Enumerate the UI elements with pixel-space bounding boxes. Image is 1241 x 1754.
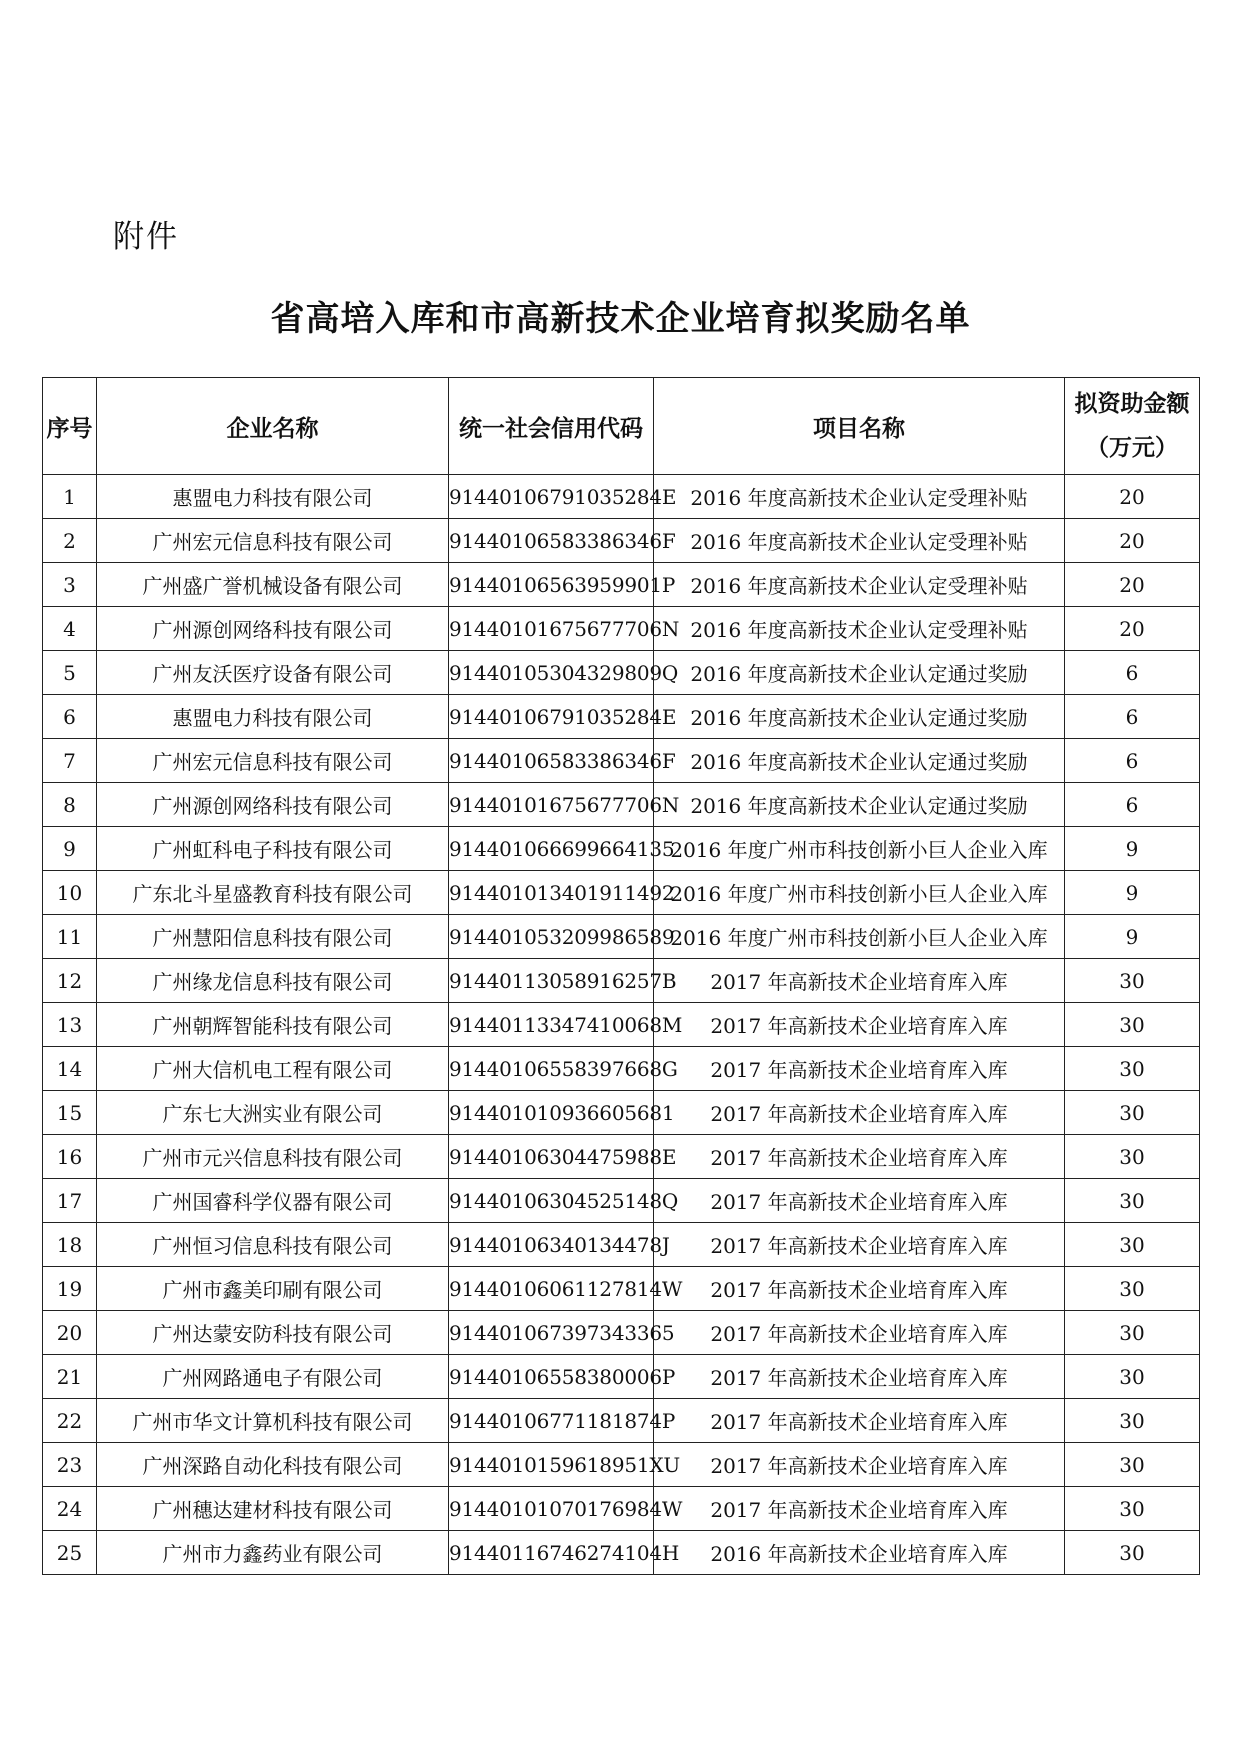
cell-company: 广州市力鑫药业有限公司 (97, 1531, 449, 1575)
cell-project: 2017 年高新技术企业培育库入库 (654, 1311, 1065, 1355)
cell-amount: 20 (1065, 475, 1200, 519)
cell-amount: 30 (1065, 1311, 1200, 1355)
cell-company: 广州慧阳信息科技有限公司 (97, 915, 449, 959)
cell-company: 广州大信机电工程有限公司 (97, 1047, 449, 1091)
cell-company: 广州网路通电子有限公司 (97, 1355, 449, 1399)
cell-amount: 30 (1065, 1047, 1200, 1091)
cell-project: 2017 年高新技术企业培育库入库 (654, 1091, 1065, 1135)
cell-company: 广州市华文计算机科技有限公司 (97, 1399, 449, 1443)
table-row (43, 1135, 1200, 1179)
table-header-row (43, 378, 1200, 475)
table-row (43, 1047, 1200, 1091)
cell-company: 广州虹科电子科技有限公司 (97, 827, 449, 871)
cell-credit-code: 91440106583386346F (449, 739, 654, 783)
table-row (43, 1223, 1200, 1267)
header-company: 企业名称 (97, 378, 449, 475)
cell-project: 2016 年度高新技术企业认定受理补贴 (654, 607, 1065, 651)
cell-seq: 17 (43, 1179, 97, 1223)
table-row (43, 871, 1200, 915)
cell-project: 2016 年度广州市科技创新小巨人企业入库 (654, 871, 1065, 915)
cell-amount: 9 (1065, 827, 1200, 871)
table-row (43, 563, 1200, 607)
header-amount (1065, 378, 1200, 475)
cell-credit-code: 91440106558397668G (449, 1047, 654, 1091)
cell-seq: 11 (43, 915, 97, 959)
cell-project: 2017 年高新技术企业培育库入库 (654, 1487, 1065, 1531)
cell-seq: 10 (43, 871, 97, 915)
cell-amount: 30 (1065, 1487, 1200, 1531)
cell-company: 惠盟电力科技有限公司 (97, 695, 449, 739)
cell-amount: 30 (1065, 1399, 1200, 1443)
award-table (42, 377, 1200, 1575)
cell-seq: 24 (43, 1487, 97, 1531)
cell-credit-code: 91440106583386346F (449, 519, 654, 563)
table-row (43, 1003, 1200, 1047)
cell-seq: 21 (43, 1355, 97, 1399)
cell-seq: 12 (43, 959, 97, 1003)
cell-credit-code: 91440101070176984W (449, 1487, 654, 1531)
cell-credit-code: 91440106304475988E (449, 1135, 654, 1179)
cell-credit-code: 91440101675677706N (449, 783, 654, 827)
header-amount-line1: 拟资助金额 (1074, 390, 1190, 417)
cell-company: 广东七大洲实业有限公司 (97, 1091, 449, 1135)
cell-seq: 13 (43, 1003, 97, 1047)
cell-amount: 20 (1065, 519, 1200, 563)
table-row (43, 1487, 1200, 1531)
cell-amount: 6 (1065, 783, 1200, 827)
cell-amount: 30 (1065, 1223, 1200, 1267)
cell-seq: 15 (43, 1091, 97, 1135)
cell-seq: 23 (43, 1443, 97, 1487)
cell-project: 2016 年度高新技术企业认定通过奖励 (654, 739, 1065, 783)
cell-credit-code: 91440116746274104H (449, 1531, 654, 1575)
cell-project: 2017 年高新技术企业培育库入库 (654, 1003, 1065, 1047)
table-row (43, 783, 1200, 827)
cell-company: 惠盟电力科技有限公司 (97, 475, 449, 519)
cell-project: 2017 年高新技术企业培育库入库 (654, 1179, 1065, 1223)
cell-amount: 30 (1065, 1267, 1200, 1311)
table-row (43, 695, 1200, 739)
cell-company: 广州国睿科学仪器有限公司 (97, 1179, 449, 1223)
cell-company: 广州缘龙信息科技有限公司 (97, 959, 449, 1003)
cell-project: 2017 年高新技术企业培育库入库 (654, 1135, 1065, 1179)
cell-amount: 30 (1065, 1531, 1200, 1575)
cell-seq: 25 (43, 1531, 97, 1575)
cell-company: 广州宏元信息科技有限公司 (97, 739, 449, 783)
cell-seq: 20 (43, 1311, 97, 1355)
cell-company: 广州恒习信息科技有限公司 (97, 1223, 449, 1267)
cell-seq: 5 (43, 651, 97, 695)
cell-project: 2017 年高新技术企业培育库入库 (654, 959, 1065, 1003)
table-row (43, 1443, 1200, 1487)
cell-project: 2016 年度高新技术企业认定通过奖励 (654, 651, 1065, 695)
cell-project: 2016 年度广州市科技创新小巨人企业入库 (654, 915, 1065, 959)
header-project: 项目名称 (654, 378, 1065, 475)
cell-company: 广州市鑫美印刷有限公司 (97, 1267, 449, 1311)
cell-credit-code: 91440106771181874P (449, 1399, 654, 1443)
cell-seq: 19 (43, 1267, 97, 1311)
attachment-label: 附件 (113, 219, 179, 255)
cell-amount: 30 (1065, 1355, 1200, 1399)
cell-credit-code: 91440106791035284E (449, 695, 654, 739)
table-row (43, 1355, 1200, 1399)
cell-credit-code: 914401067397343365 (449, 1311, 654, 1355)
cell-amount: 30 (1065, 959, 1200, 1003)
cell-amount: 6 (1065, 695, 1200, 739)
cell-amount: 30 (1065, 1091, 1200, 1135)
cell-amount: 6 (1065, 651, 1200, 695)
document-title: 省高培入库和市高新技术企业培育拟奖励名单 (270, 299, 971, 339)
table-row (43, 519, 1200, 563)
cell-seq: 22 (43, 1399, 97, 1443)
cell-project: 2017 年高新技术企业培育库入库 (654, 1443, 1065, 1487)
cell-company: 广州朝辉智能科技有限公司 (97, 1003, 449, 1047)
table-row (43, 827, 1200, 871)
cell-amount: 20 (1065, 607, 1200, 651)
header-credit-code: 统一社会信用代码 (449, 378, 654, 475)
cell-company: 广州深路自动化科技有限公司 (97, 1443, 449, 1487)
cell-project: 2017 年高新技术企业培育库入库 (654, 1047, 1065, 1091)
cell-project: 2016 年度广州市科技创新小巨人企业入库 (654, 827, 1065, 871)
cell-credit-code: 914401066699664135 (449, 827, 654, 871)
table-row (43, 651, 1200, 695)
table-row (43, 1179, 1200, 1223)
table-row (43, 1267, 1200, 1311)
cell-company: 广州市元兴信息科技有限公司 (97, 1135, 449, 1179)
table-row (43, 1311, 1200, 1355)
table-row (43, 959, 1200, 1003)
cell-company: 广东北斗星盛教育科技有限公司 (97, 871, 449, 915)
table-row (43, 607, 1200, 651)
table-row (43, 1399, 1200, 1443)
header-amount-line2: （万元） (1086, 434, 1178, 461)
cell-seq: 7 (43, 739, 97, 783)
cell-company: 广州盛广誉机械设备有限公司 (97, 563, 449, 607)
table-row (43, 1091, 1200, 1135)
cell-project: 2017 年高新技术企业培育库入库 (654, 1223, 1065, 1267)
cell-project: 2016 年高新技术企业培育库入库 (654, 1531, 1065, 1575)
cell-credit-code: 914401053209986589 (449, 915, 654, 959)
cell-seq: 4 (43, 607, 97, 651)
cell-credit-code: 91440105304329809Q (449, 651, 654, 695)
cell-amount: 6 (1065, 739, 1200, 783)
cell-credit-code: 91440101675677706N (449, 607, 654, 651)
cell-credit-code: 91440113347410068M (449, 1003, 654, 1047)
cell-amount: 20 (1065, 563, 1200, 607)
cell-amount: 30 (1065, 1443, 1200, 1487)
cell-amount: 30 (1065, 1003, 1200, 1047)
cell-project: 2016 年度高新技术企业认定受理补贴 (654, 563, 1065, 607)
header-seq: 序号 (43, 378, 97, 475)
cell-company: 广州穗达建材科技有限公司 (97, 1487, 449, 1531)
cell-project: 2016 年度高新技术企业认定受理补贴 (654, 475, 1065, 519)
table-row (43, 739, 1200, 783)
cell-amount: 9 (1065, 871, 1200, 915)
cell-credit-code: 91440106563959901P (449, 563, 654, 607)
cell-credit-code: 9144010159618951XU (449, 1443, 654, 1487)
cell-company: 广州达蒙安防科技有限公司 (97, 1311, 449, 1355)
cell-credit-code: 91440106304525148Q (449, 1179, 654, 1223)
cell-amount: 30 (1065, 1135, 1200, 1179)
cell-seq: 2 (43, 519, 97, 563)
cell-project: 2017 年高新技术企业培育库入库 (654, 1267, 1065, 1311)
cell-seq: 16 (43, 1135, 97, 1179)
cell-project: 2016 年度高新技术企业认定通过奖励 (654, 783, 1065, 827)
cell-seq: 14 (43, 1047, 97, 1091)
cell-project: 2016 年度高新技术企业认定受理补贴 (654, 519, 1065, 563)
cell-amount: 30 (1065, 1179, 1200, 1223)
cell-credit-code: 91440106791035284E (449, 475, 654, 519)
table-body (43, 475, 1200, 1575)
cell-seq: 1 (43, 475, 97, 519)
cell-seq: 9 (43, 827, 97, 871)
cell-company: 广州源创网络科技有限公司 (97, 783, 449, 827)
cell-company: 广州源创网络科技有限公司 (97, 607, 449, 651)
cell-company: 广州友沃医疗设备有限公司 (97, 651, 449, 695)
cell-credit-code: 91440106061127814W (449, 1267, 654, 1311)
cell-company: 广州宏元信息科技有限公司 (97, 519, 449, 563)
cell-project: 2017 年高新技术企业培育库入库 (654, 1399, 1065, 1443)
cell-project: 2016 年度高新技术企业认定通过奖励 (654, 695, 1065, 739)
cell-seq: 8 (43, 783, 97, 827)
cell-seq: 6 (43, 695, 97, 739)
table-row (43, 475, 1200, 519)
cell-project: 2017 年高新技术企业培育库入库 (654, 1355, 1065, 1399)
cell-seq: 3 (43, 563, 97, 607)
cell-credit-code: 91440106558380006P (449, 1355, 654, 1399)
cell-credit-code: 91440113058916257B (449, 959, 654, 1003)
cell-credit-code: 91440106340134478J (449, 1223, 654, 1267)
cell-credit-code: 914401013401911492 (449, 871, 654, 915)
cell-amount: 9 (1065, 915, 1200, 959)
cell-credit-code: 914401010936605681 (449, 1091, 654, 1135)
table-row (43, 915, 1200, 959)
cell-seq: 18 (43, 1223, 97, 1267)
table-row (43, 1531, 1200, 1575)
